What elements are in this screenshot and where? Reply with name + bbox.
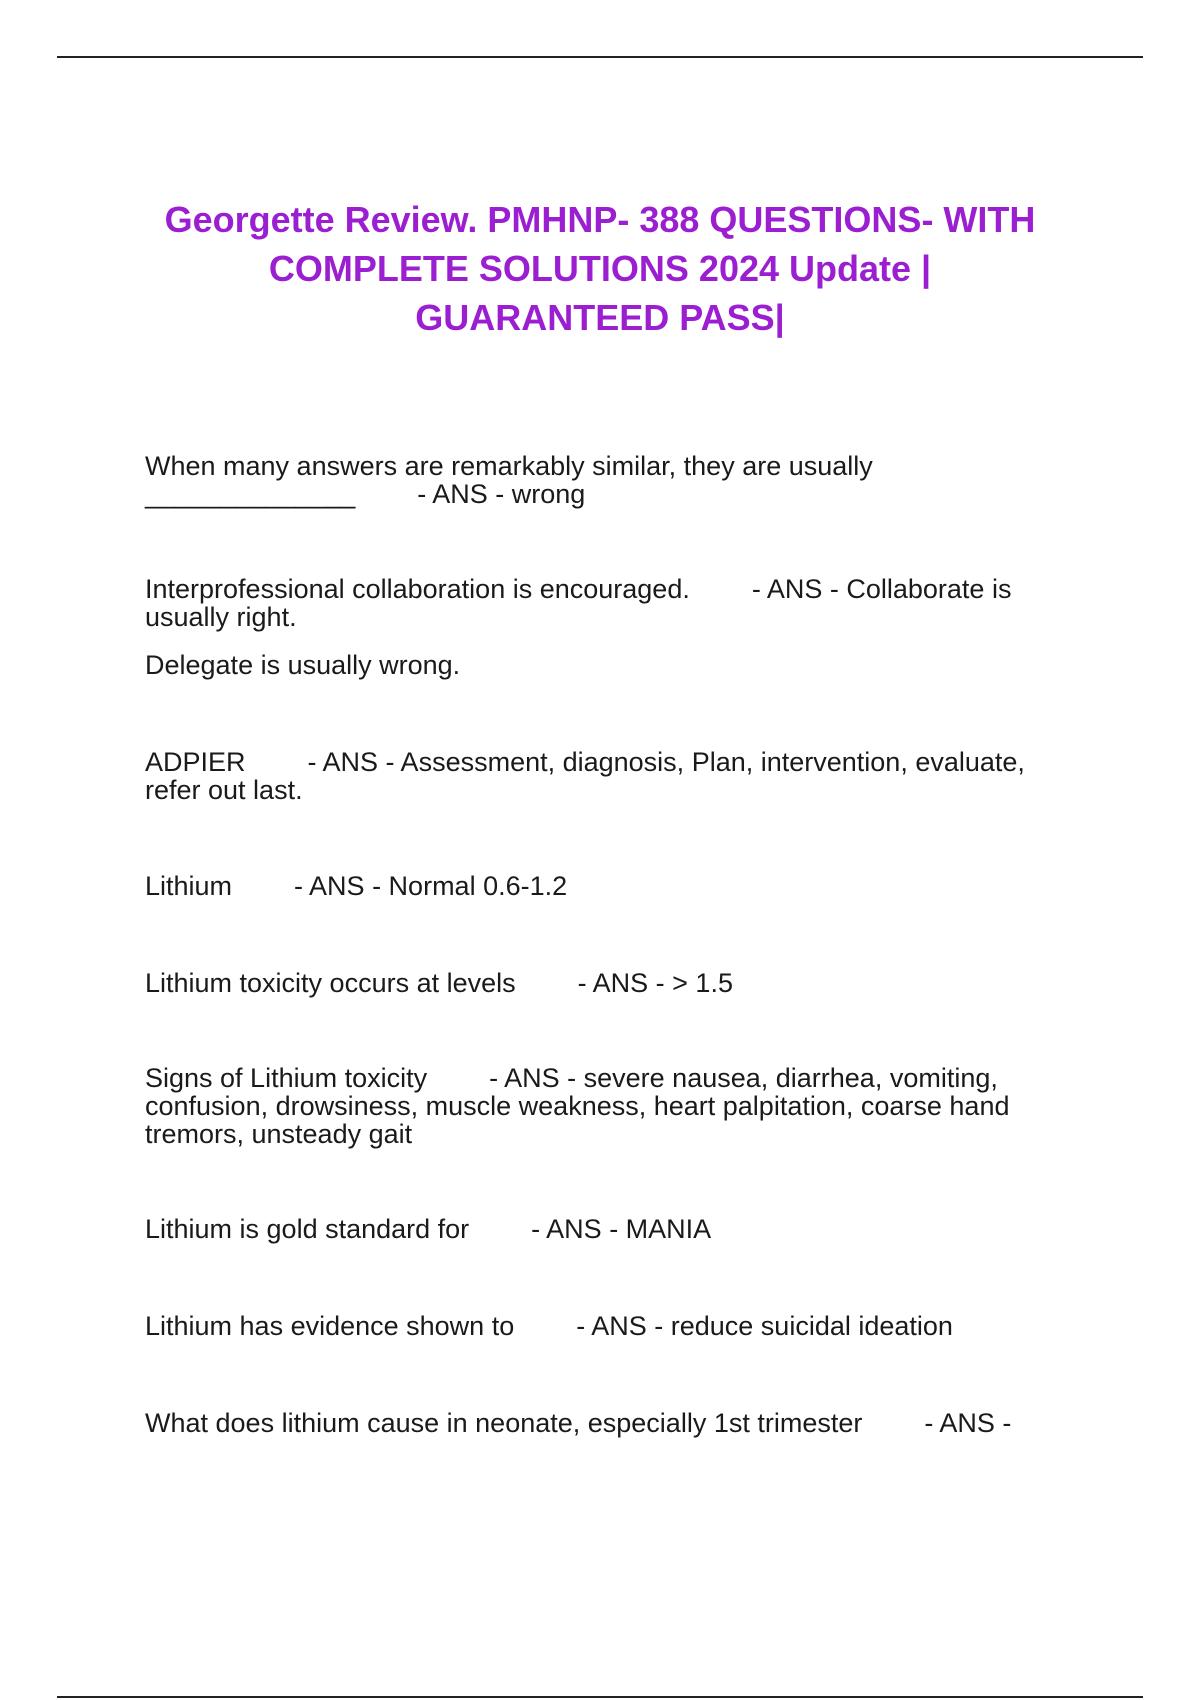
- title-line-3: GUARANTEED PASS|: [415, 297, 785, 338]
- question-text: Lithium has evidence shown to: [145, 1311, 515, 1341]
- qa-item-7: [145, 1215, 1085, 1243]
- qa-item-2: [145, 575, 1085, 679]
- answer-continuation: Delegate is usually wrong.: [145, 650, 461, 680]
- question-text: Lithium toxicity occurs at levels: [145, 968, 516, 998]
- question-text: Interprofessional collaboration is encouraged.: [145, 574, 690, 604]
- answer-text: - ANS - reduce suicidal ideation: [576, 1311, 953, 1341]
- qa-item-4: [145, 872, 1085, 900]
- title-line-2: COMPLETE SOLUTIONS 2024 Update |: [268, 248, 932, 289]
- answer-text: - ANS - > 1.5: [577, 968, 733, 998]
- answer-text: - ANS - wrong: [417, 479, 586, 509]
- question-text: When many answers are remarkably similar, they are usually ______________: [145, 451, 873, 509]
- document-title: [100, 195, 1100, 342]
- title-line-1: Georgette Review. PMHNP- 388 QUESTIONS- WITH: [164, 199, 1036, 240]
- question-text: What does lithium cause in neonate, especially 1st trimester: [145, 1408, 863, 1438]
- question-text: ADPIER: [145, 747, 246, 777]
- qa-item-6: [145, 1064, 1085, 1148]
- question-text: Lithium is gold standard for: [145, 1214, 470, 1244]
- answer-text: - ANS - Assessment, diagnosis, Plan, intervention, evaluate, refer out last.: [145, 747, 1025, 805]
- qa-item-3: [145, 748, 1085, 804]
- answer-text: - ANS - Normal 0.6-1.2: [294, 871, 568, 901]
- qa-item-5: [145, 969, 1085, 997]
- question-text: Lithium: [145, 871, 233, 901]
- answer-text: - ANS - Collaborate is usually right.: [145, 574, 1012, 632]
- qa-item-1: [145, 452, 1085, 508]
- qa-item-8: [145, 1312, 1085, 1340]
- answer-text: - ANS -: [924, 1408, 1012, 1438]
- question-text: Signs of Lithium toxicity: [145, 1063, 428, 1093]
- answer-text: - ANS - MANIA: [531, 1214, 712, 1244]
- answer-text: - ANS - severe nausea, diarrhea, vomiting, confusion, drowsiness, muscle weakness, heart palpitation, coarse hand tremors, unsteady gait: [145, 1063, 1010, 1149]
- top-rule: [57, 56, 1143, 58]
- bottom-rule: [57, 1696, 1143, 1698]
- qa-item-9: [145, 1409, 1085, 1437]
